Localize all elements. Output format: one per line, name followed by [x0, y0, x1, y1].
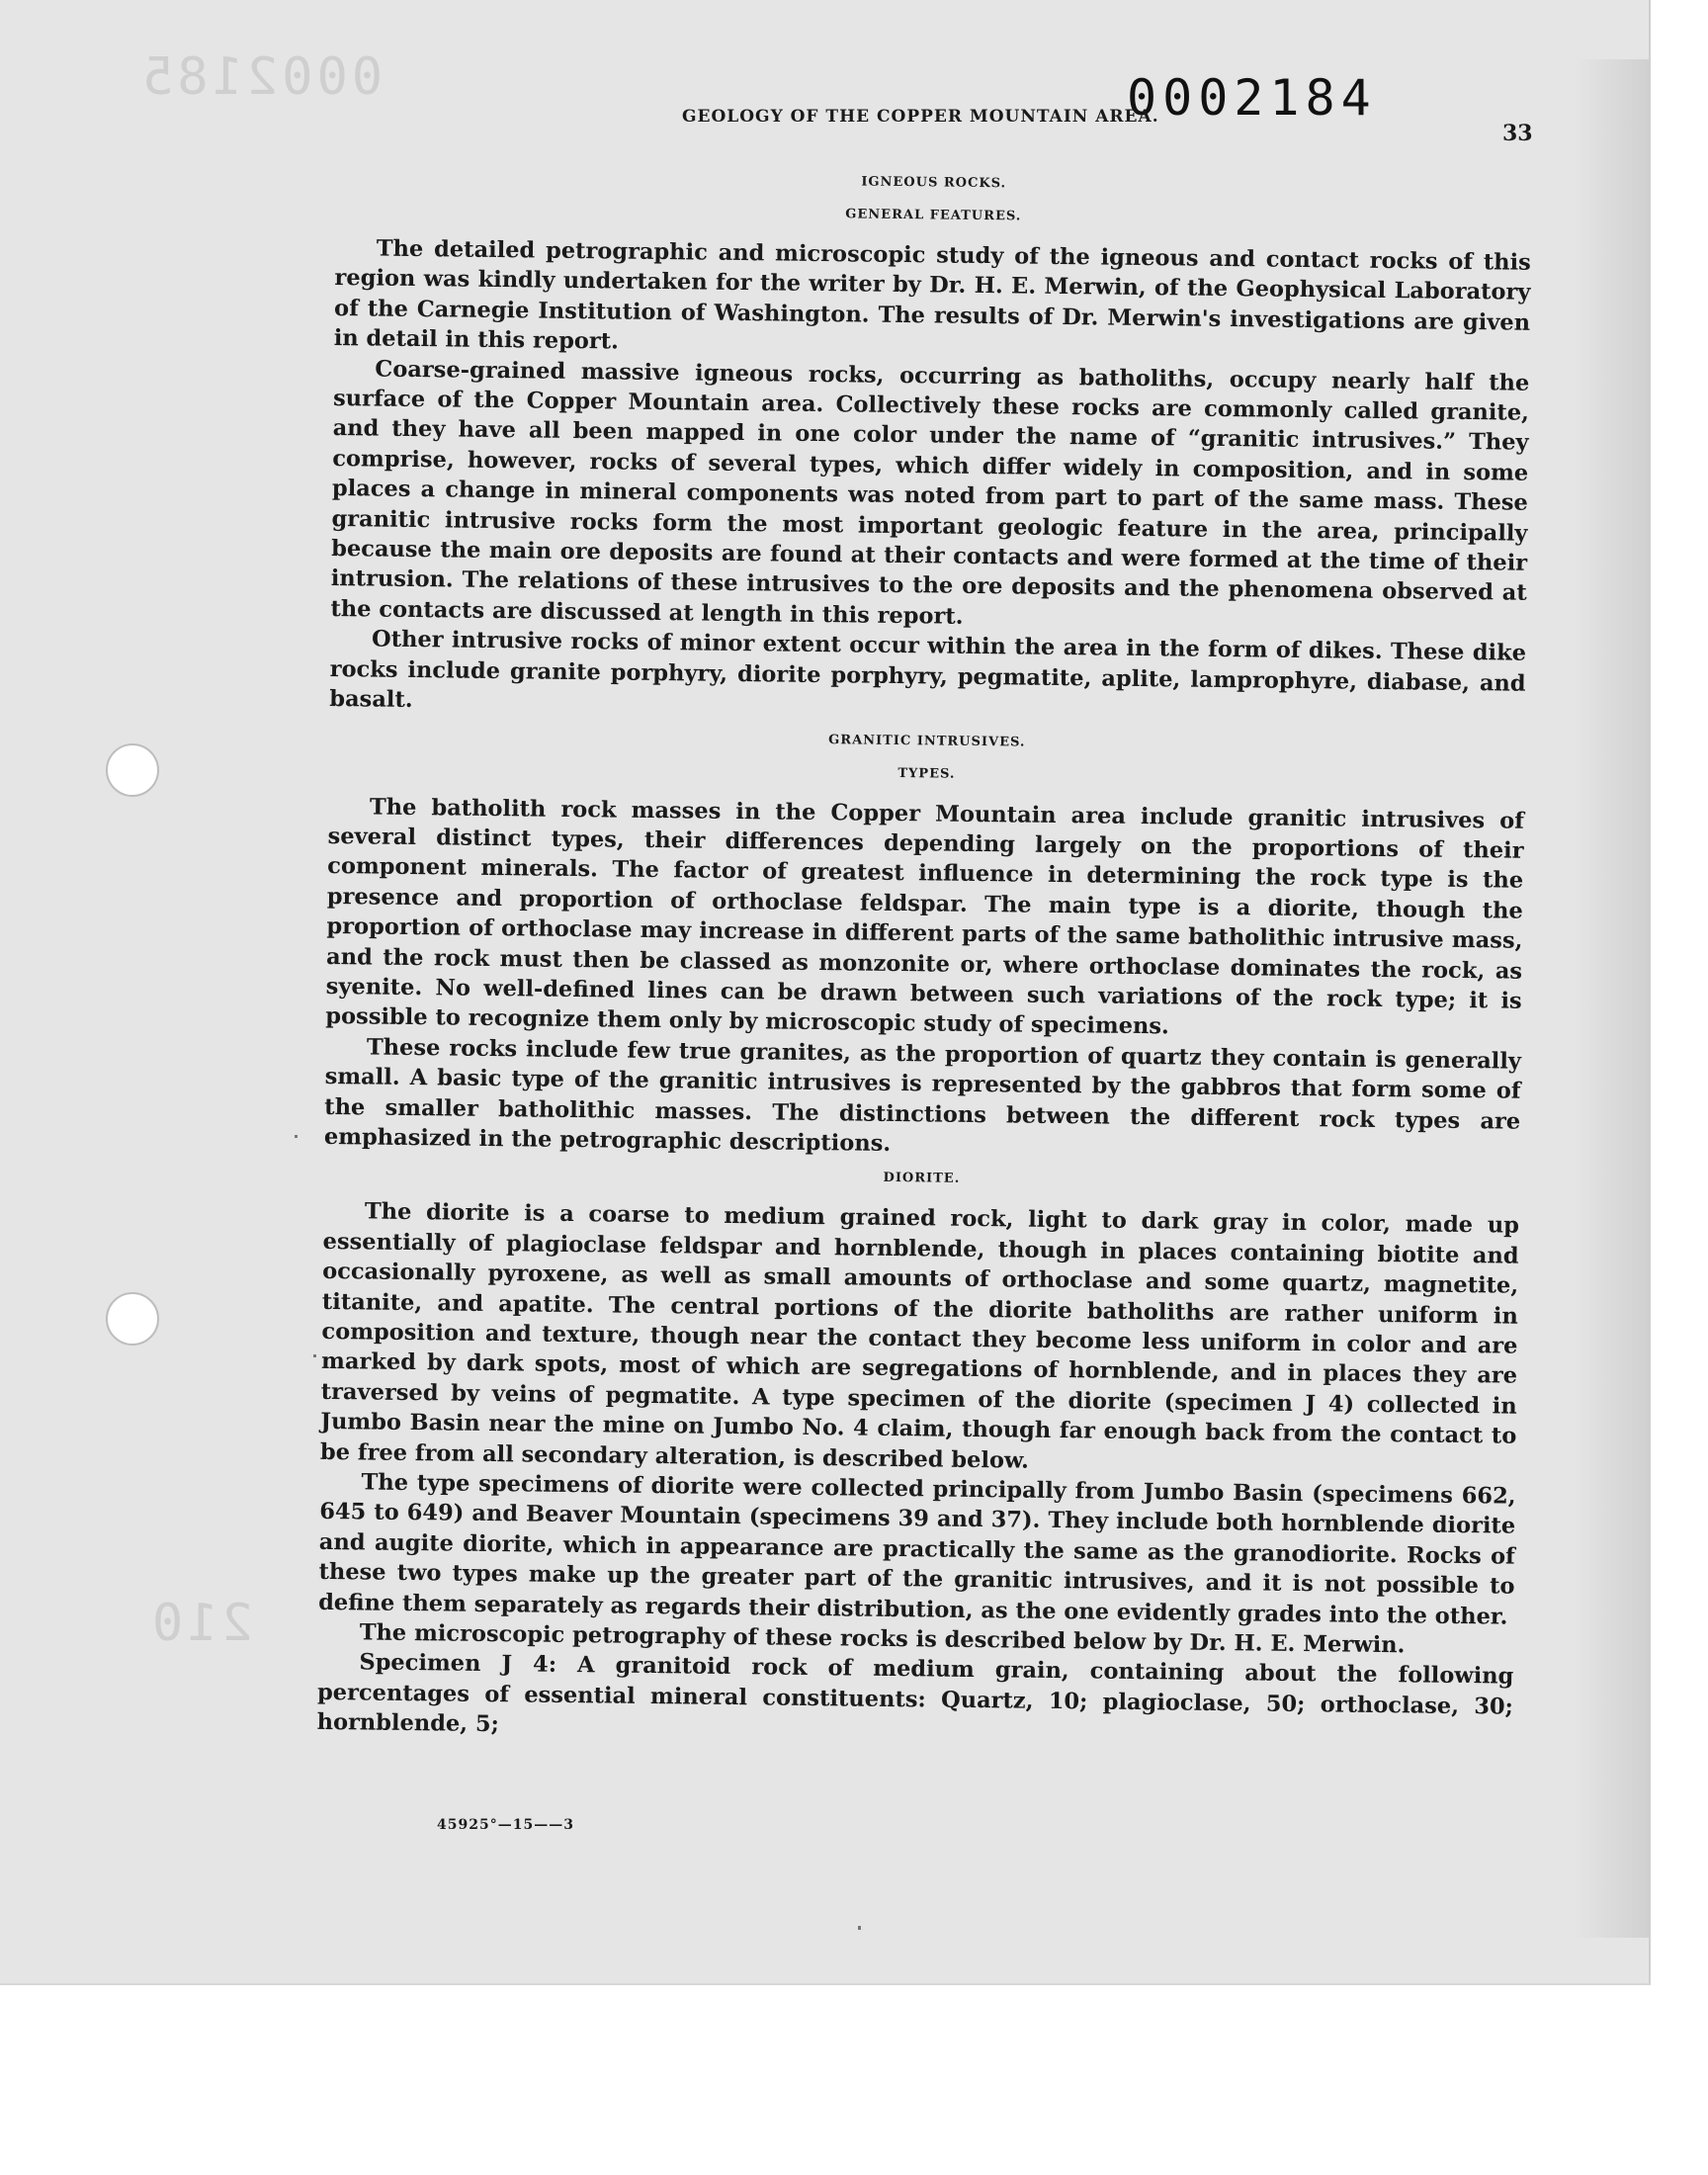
section-heading-diorite: DIORITE.: [883, 1171, 961, 1187]
signature-mark: 45925°—15——3: [437, 1817, 574, 1833]
binder-hole-upper: [106, 743, 159, 797]
paragraph: The type specimens of diorite were collected principally from Jumbo Basin (specimens 662, 645 to 649) and Beaver Mountain (specimens 39 and 37). They include both hornblende diorite and augite diorite, which in appearance are practically the same as the granodiorite. Rocks of these two types make up the greater part of the granitic intrusives, and it is not possible to define them separately as regards their distribution, as the one evidently grades into the other.: [317, 1469, 1516, 1630]
section-heading-granitic-intrusives: GRANITIC INTRUSIVES.: [828, 732, 1026, 750]
page-body: [316, 158, 1531, 1752]
paragraph: The batholith rock masses in the Copper Mountain area include granitic intrusives of several distinct types, their differences depending largely on the proportions of their component minerals. The factor of greatest influence in determining the rock type is the presence and proportion of orthoclase feldspar. The main type is a diorite, though the proportion of orthoclase may increase in different parts of the same batholithic intrusive mass, and the rock must then be classed as monzonite or, where orthoclase dominates the rock, as syenite. No well-defined lines can be drawn between such variations of the rock type; it is possible to recognize them only by microscopic study of specimens.: [325, 793, 1525, 1040]
section-heading-types: TYPES.: [897, 765, 956, 782]
paragraph: Coarse-grained massive igneous rocks, occurring as batholiths, occupy nearly half the surface of the Copper Mountain area. Collectively these rocks are commonly called granite, and they have all been mapped in one color under the name of “granitic intrusives.” They comprise, however, rocks of several types, which differ widely in composition, and in some places a change in mineral components was noted from part to part of the same mass. These granitic intrusive rocks form the most important geologic feature in the area, principally because the main ore deposits are found at their contacts and were formed at the time of their intrusion. The relations of these intrusives to the ore deposits and the phenomena observed at the contacts are discussed at length in this report.: [330, 356, 1530, 630]
running-head: GEOLOGY OF THE COPPER MOUNTAIN AREA.: [682, 107, 1159, 127]
document-stamp-number: 0002184: [1127, 69, 1377, 127]
paragraph: Other intrusive rocks of minor extent occur within the area in the form of dikes. These dike rocks include granite porphyry, diorite porphyry, pegmatite, aplite, lamprophyre, diabase, and basalt.: [329, 626, 1527, 714]
paragraph: The microscopic petrography of these rocks is described below by Dr. H. E. Merwin.: [359, 1619, 1406, 1659]
section-heading-igneous-rocks: IGNEOUS ROCKS.: [861, 174, 1007, 192]
paragraph: The detailed petrographic and microscopic study of the igneous and contact rocks of this region was kindly undertaken for the writer by Dr. H. E. Merwin, of the Geophysical Laboratory of the Carnegie Institution of Washington. The results of Dr. Merwin's investigations are given in detail in this report.: [333, 235, 1531, 355]
page-number: 33: [1502, 121, 1533, 146]
paragraph: The diorite is a coarse to medium grained rock, light to dark gray in color, made up essentially of plagioclase feldspar and hornblende, though in places containing biotite and occasionally pyroxene, as well as small amounts of orthoclase and some quartz, magnetite, titanite, and apatite. The central portions of the diorite batholiths are rather uniform in composition and texture, though near the contact they become less uniform in color and are marked by dark spots, most of which are segregations of hornblende, and in places they are traversed by veins of pegmatite. A type specimen of the diorite (specimen J 4) collected in Jumbo Basin near the mine on Jumbo No. 4 claim, though far enough back from the contact to be free from all secondary alteration, is described below.: [319, 1198, 1520, 1474]
scan-speck: [295, 1135, 298, 1138]
ghost-number-top: 0002185: [138, 47, 384, 107]
section-heading-general-features: GENERAL FEATURES.: [845, 207, 1022, 224]
scan-speck: [313, 1354, 316, 1357]
paragraph: These rocks include few true granites, as the proportion of quartz they contain is generally small. A basic type of the granitic intrusives is represented by the gabbros that form some of the smaller batholithic masses. The distinctions between the different rock types are emphasized in the petrographic descriptions.: [323, 1034, 1522, 1157]
page-shadow-edge: [1576, 59, 1649, 1938]
ghost-number-side: 210: [148, 1594, 253, 1653]
paragraph: Specimen J 4: A granitoid rock of medium grain, containing about the following percentages of essential mineral constituents: Quartz, 10; plagioclase, 50; orthoclase, 30; hornblende, 5;: [316, 1649, 1514, 1738]
scan-speck: [858, 1926, 861, 1930]
binder-hole-lower: [106, 1292, 159, 1346]
